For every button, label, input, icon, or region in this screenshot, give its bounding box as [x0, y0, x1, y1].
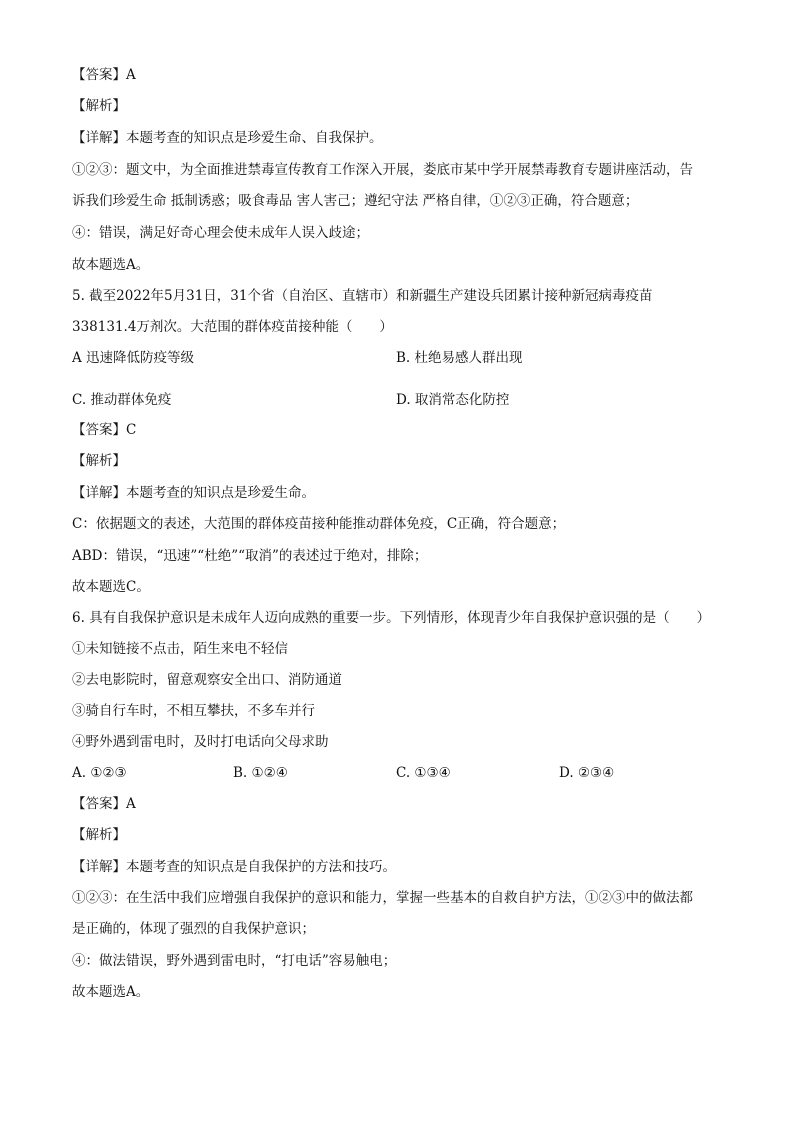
q6-option-c: C. ①③④ [396, 765, 451, 781]
q5-stem-line-1: 5. 截至2022年5月31日，31个省（自治区、直辖市）和新疆生产建设兵团累计接种新冠病毒疫苗 [72, 288, 653, 304]
q4-conclusion: 故本题选A。 [72, 257, 150, 273]
q5-stem-line-2: 338131.4万剂次。大范围的群体疫苗接种能（ ） [72, 319, 393, 335]
q5-conclusion: 故本题选C。 [72, 579, 150, 595]
q5-option-a: A 迅速降低防疫等级 [72, 350, 195, 366]
q6-explanation-1-line-1: ①②③：在生活中我们应增强自我保护的意识和能力，掌握一些基本的自救自护方法，①②③中的做法都 [72, 890, 693, 906]
q6-option-d: D. ②③④ [559, 765, 615, 781]
q4-explanation-2: ④：错误，满足好奇心理会使未成年人误入歧途； [72, 225, 369, 241]
q4-analysis-heading: 【解析】 [72, 98, 126, 114]
q5-analysis-heading: 【解析】 [72, 453, 126, 469]
q6-option-a: A. ①②③ [72, 765, 127, 781]
q5-option-c: C. 推动群体免疫 [72, 392, 172, 408]
q6-statement-4: ④野外遇到雷电时，及时打电话向父母求助 [72, 734, 329, 750]
q5-option-d: D. 取消常态化防控 [396, 392, 510, 408]
q6-detail: 【详解】本题考查的知识点是自我保护的方法和技巧。 [72, 859, 396, 875]
q6-statement-3: ③骑自行车时，不相互攀扶，不多车并行 [72, 703, 315, 719]
q6-statement-1: ①未知链接不点击，陌生来电不轻信 [72, 641, 288, 657]
q5-detail: 【详解】本题考查的知识点是珍爱生命。 [72, 485, 315, 501]
q5-explanation-2: ABD：错误，“迅速”“杜绝”“取消”的表述过于绝对，排除； [72, 548, 428, 564]
q6-statement-2: ②去电影院时，留意观察安全出口、消防通道 [72, 672, 342, 688]
q4-detail: 【详解】本题考查的知识点是珍爱生命、自我保护。 [72, 130, 383, 146]
q6-analysis-heading: 【解析】 [72, 827, 126, 843]
q5-option-b: B. 杜绝易感人群出现 [396, 350, 523, 366]
q6-explanation-1-line-2: 是正确的，体现了强烈的自我保护意识； [72, 921, 315, 937]
q5-explanation-1: C：依据题文的表述，大范围的群体疫苗接种能推动群体免疫，C正确，符合题意； [72, 516, 566, 532]
q6-conclusion: 故本题选A。 [72, 984, 150, 1000]
q4-answer: 【答案】A [72, 67, 136, 83]
q6-explanation-2: ④：做法错误，野外遇到雷电时，“打电话”容易触电； [72, 953, 397, 969]
q4-explanation-1-line-1: ①②③：题文中，为全面推进禁毒宣传教育工作深入开展，娄底市某中学开展禁毒教育专题讲座活动，告 [72, 162, 693, 178]
q4-explanation-1-line-2: 诉我们珍爱生命 抵制诱惑；吸食毒品 害人害己；遵纪守法 严格自律，①②③正确，符合题意； [72, 193, 639, 209]
q5-answer: 【答案】C [72, 422, 137, 438]
q6-option-b: B. ①②④ [233, 765, 288, 781]
q6-answer: 【答案】A [72, 796, 136, 812]
q6-stem: 6. 具有自我保护意识是未成年人迈向成熟的重要一步。下列情形，体现青少年自我保护意识强的是（ ） [72, 610, 711, 626]
